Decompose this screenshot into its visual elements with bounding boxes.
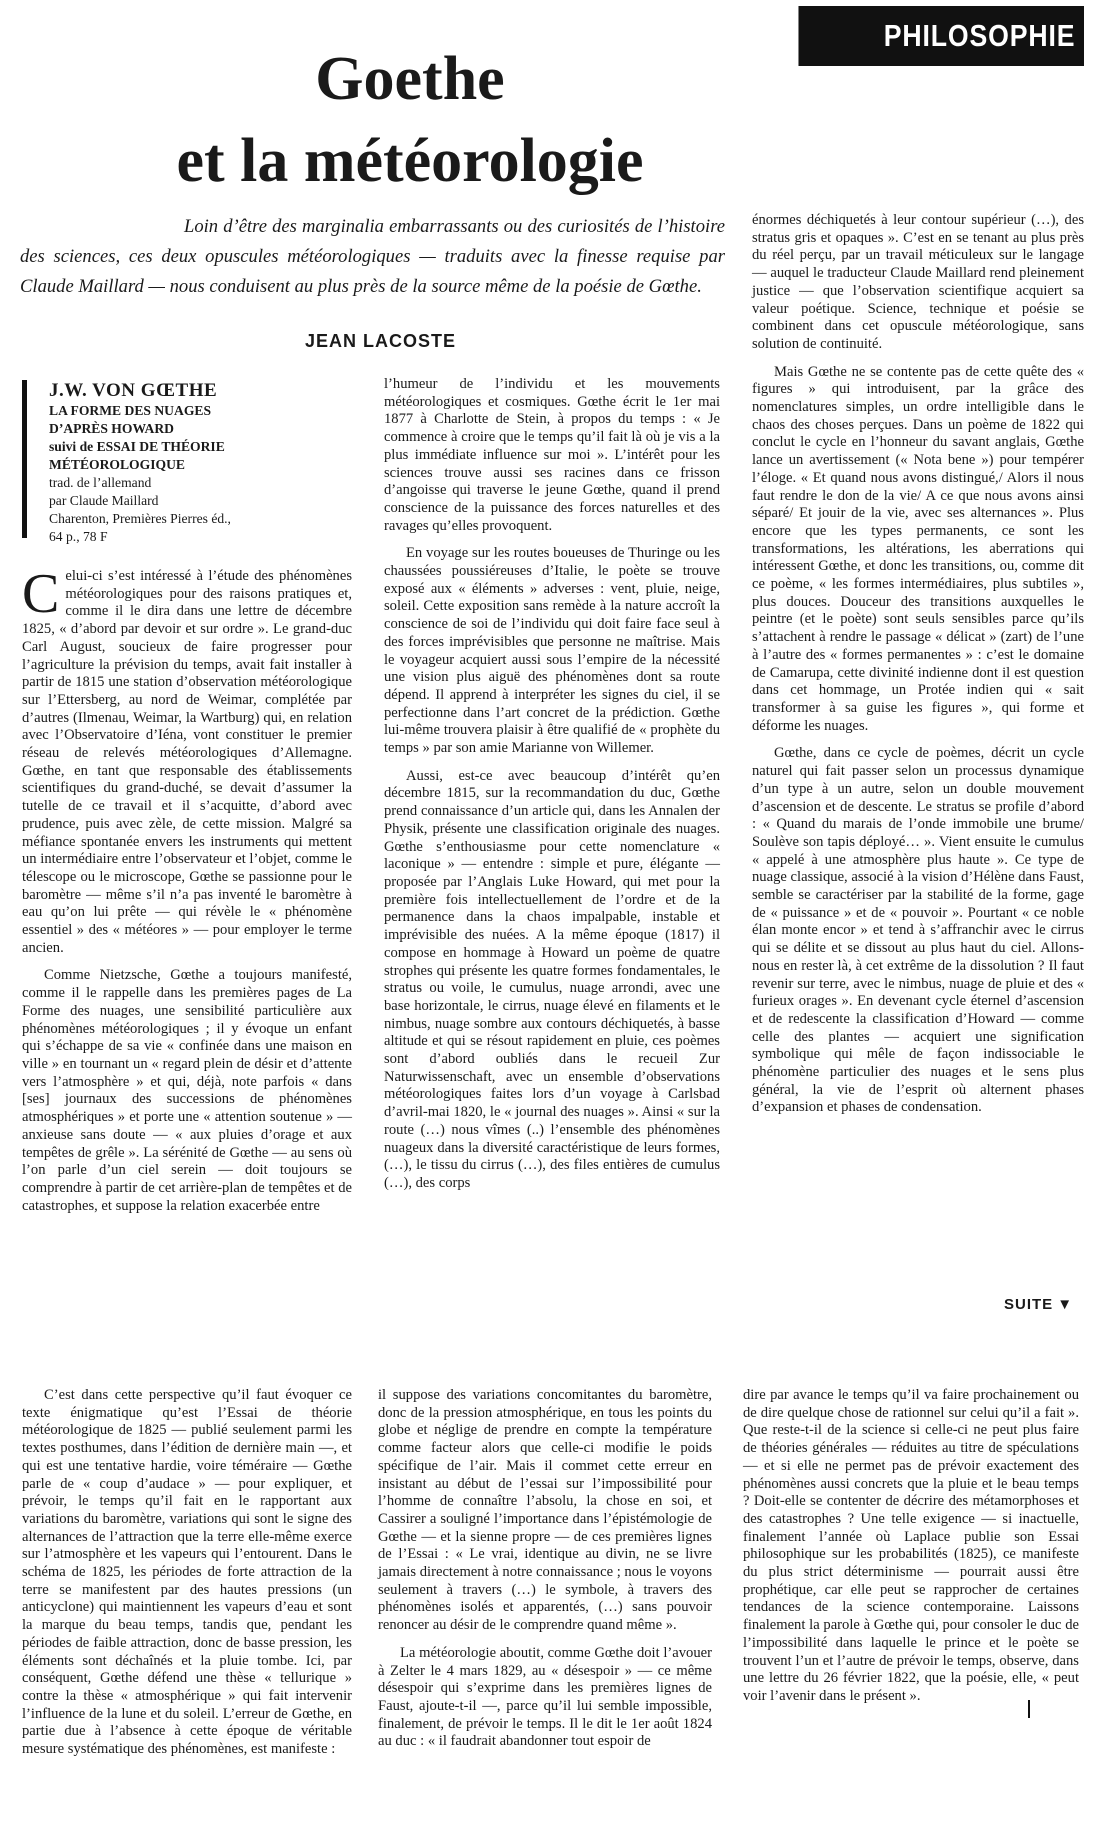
book-title-line: D’APRÈS HOWARD [49, 421, 174, 436]
drop-cap: C [22, 563, 60, 625]
paragraph [22, 563, 352, 957]
paragraph: C’est dans cette perspective qu’il faut évoquer ce texte énigmatique qu’est l’Essai de théorie météorologique de 1825 — publié seulement parmi les textes posthumes, dans l’édition de dernière main —, et qui est une tentative hardie, voire téméraire — Gœthe parle de « coup d’audace » — pour expliquer, et prévoir, le temps qu’il fait en le rapportant aux variations du baromètre, variations qui sont le signe des alternances de l’attraction que la terre elle-même exerce sur l’atmosphère et les vapeurs qui l’entourent. Dans le schéma de 1825, les périodes de forte attraction de la terre se manifestent par des hautes pressions (un anticyclone) qui maintiennent les vapeurs d’eau et sont la marque du beau temps, tandis que, pendant les périodes de faible attraction, donc de basse pression, les éléments sont déchaînés et la pluie tombe. Ici, par conséquent, Gœthe défend une thèse « tellurique » contre la thèse « atmosphérique » qui fait intervenir l’influence de la lune et du soleil. L’erreur de Gœthe, en partie due à l’absence à cette époque de véritable mesure systématique des phénomènes, est manifeste : [22, 1387, 352, 1758]
page-divider [0, 1354, 1104, 1355]
title-line-1: Goethe [315, 45, 505, 113]
column-1 [22, 563, 352, 1225]
paragraph: Gœthe, dans ce cycle de poèmes, décrit un cycle naturel qui fait passer selon un processus dynamique d’un type à un autre, selon un double mouvement d’ascension et de descente. Le stratus se profile d’abord : « Quand du marais de l’onde immobile une brume/ Soulève son tapis déployé… ». Vient ensuite le cumulus « appelé à une atmosphère plus haute ». Ce type de nuage classique, associé à la vision d’Hélène dans Faust, semble se caractériser par la stabilité de la forme, gage de « puissance » et de « pouvoir ». Pourtant « ce noble élan monte encor » et tend à s’affranchir avec le cirrus qui se délite et se dissout au plus haut du ciel. Allons-nous en rester là, à cet extrême de la dissolution ? Il faut revenir sur terre, avec le nimbus, nuage de pluie et des « furieux orages ». En devenant cycle éternel d’ascension et de redescente la classification d’Howard — comme celle des plantes — acquiert une signification symbolique qui mêle de façon indissociable le phénomène particulier des nuages et le sens plus général, la vie de l’esprit où alternent phases d’expansion et phases de condensation. [752, 745, 1084, 1116]
column-4 [22, 1387, 352, 1769]
book-title-line: LA FORME DES NUAGES [49, 403, 212, 418]
paragraph: Comme Nietzsche, Gœthe a toujours manifesté, comme il le rappelle dans les premières pages de La Forme des nuages, une sensibilité particulière aux phénomènes météorologiques ; il y évoque un enfant qui s’échappe de sa vie « confinée dans une maison en ville » en tournant un « regard plein de désir et d’attente vers l’atmosphère » et qui, déjà, note parfois « dans [ses] journaux des successions de phénomènes atmosphériques » et porte une « attention soutenue » — anxieuse sans doute — « aux pluies d’orage et aux tempêtes de grêle ». La sérénité de Gœthe — au sens où l’on parle d’un ciel serein — doit toujours se comprendre à partir de cet arrière-plan de tempêtes et de catastrophes, et suppose la relation exacerbée entre [22, 967, 352, 1214]
paragraph: énormes déchiquetés à leur contour supérieur (…), des stratus gris et opaques ». C’est en se tenant au plus près du réel perçu, par un travail méticuleux sur le langage — auquel le traducteur Claude Maillard rend pleinement justice — que l’observation scientifique acquiert sa valeur poétique. Science, technique et poésie se combinent dans cet opuscule météorologique, sans solution de continuité. [752, 212, 1084, 352]
continued-marker [1004, 1296, 1073, 1313]
paragraph: Mais Gœthe ne se contente pas de cette quête des « figures » qui introduisent, par la grâce des nomenclatures simples, un ordre intelligible dans le chaos des choses perçues. Dans un poème de 1822 qui conclut le cycle en l’honneur du savant anglais, Gœthe lance un avertissement (« Nota bene ») pour tempérer l’éloge. « Et quand nous avons distingué,/ Alors il nous faut rendre le don de la vie/ A ce que nous avons ainsi séparé/ Et jouir de la vie, avec ses alternances ». Plus encore que les types permanents, ce sont les transformations, les altérations, les aberrations qui intéressent Gœthe, et donc les transitions, ou, comme dit ce poème, « les formes intermédiaires, plus subtiles », plus douces. Douceur des transitions auxquelles le peintre (et le poète) sont seuls sensibles parce qu’ils s’attachent à rendre le passage « délicat » (zart) de l’une à l’autre des « formes permanentes » : c’est le domaine de Camarupa, cette divinité indienne dont il est question dans cet hommage, un Protée indien qui « sait transformer à sa guise les figures », qui forme et déforme les nuages. [752, 363, 1084, 734]
book-reference [22, 380, 360, 544]
column-5 [378, 1387, 712, 1761]
book-meta-line: par Claude Maillard [49, 493, 159, 508]
paragraph-text: elui-ci s’est intéressé à l’étude des phénomènes météorologiques pour des raisons pratiques et, comme il le dira dans une lettre de décembre 1825, « d’abord par devoir et sur ordre ». Le grand-duc Carl August, soucieux de faire progresser pour l’agriculture la prévision du temps, avait fait installer à partir de 1815 une station d’observation météorologique sur l’Ettersberg, au nord de Weimar, complétée par d’autres (Ilmenau, Weimar, la Wartburg) qui, en relation avec l’Observatoire d’Iéna, vont constituer le premier réseau de relevés météorologiques d’Allemagne. Gœthe, en tant que responsable des établissements scientifiques du grand-duché, se devait d’assumer la tutelle de ce travail et il s’acquitte, d’abord avec prudence, puis avec zèle, de cette mission. Malgré sa méfiance spontanée envers les instruments qui mettent un intermédiaire entre l’observateur et l’objet, comme le télescope ou le microscope, Gœthe se passionne pour le baromètre — même s’il n’a pas inventé le baromètre à eau qu’on lui prête — qui révèle le « phénomène essentiel » des « météores » — pour employer le terme ancien. [22, 568, 352, 956]
paragraph: l’humeur de l’individu et les mouvements météorologiques et cosmiques. Gœthe écrit le 1er mai 1877 à Charlotte de Stein, à propos du temps : « Je commence à croire que le temps qu’il fait là où je vis a la plus immédiate influence sur moi ». L’intérêt pour les sciences trouve aussi ses racines dans ce frisson d’angoisse qui traverse le jeune Gœthe, quand il prend conscience de la puissance des forces naturelles et des ravages qu’elles provoquent. [384, 376, 720, 534]
byline: JEAN LACOSTE [305, 331, 457, 351]
paragraph: En voyage sur les routes boueuses de Thuringe ou les chaussées poussiéreuses d’Italie, le poète se trouve exposé aux « éléments » adverses : vent, pluie, neige, soleil. Cette exposition sans remède à la nature accroît la conscience de soi de l’individu qui doit faire face seul à des forces imprévisibles que personne ne maîtrise. Mais le voyageur acquiert aussi sous l’empire de la nécessité une vision plus aiguë des phénomènes dont sa route dépend. Il apprend à interpréter les signes du ciel, il se perfectionne dans l’art concret de la prédiction. Gœthe lui-même trouvera plaisir à être qualifié de « prophète du temps » par son amie Marianne von Willemer. [384, 545, 720, 757]
column-6 [743, 1387, 1079, 1716]
arrow-down-icon: ▼ [1057, 1296, 1074, 1313]
paragraph: il suppose des variations concomitantes du baromètre, donc de la pression atmosphérique, en tous les points du globe et néglige de prendre en compte la température comme facteur alors que celle-ci modifie le poids spécifique de l’air. Mais il commet cette erreur en insistant au début de l’essai sur l’impossibilité pour l’homme de connaître l’absolu, la chose en soi, et Cassirer a souligné l’importance dans l’épistémologie de Gœthe — et la sienne propre — de ces premières lignes de l’Essai : « Le vrai, identique au divin, ne se livre jamais directement à notre connaissance ; nous le voyons seulement à travers (…) le symbole, à travers des phénomènes isolés et apparentés, (…) sans pouvoir renoncer au désir de le comprendre quand même ». [378, 1387, 712, 1634]
paragraph: Aussi, est-ce avec beaucoup d’intérêt qu’en décembre 1815, sur la recommandation du duc, Gœthe prend connaissance d’un article qui, dans les Annalen der Physik, présente une classification originale des nuages. Gœthe s’enthousiasme pour cette nomenclature « laconique » — entendre : simple et pure, élégante — proposée par l’Anglais Luke Howard, qui met pour la première fois intellectuellement de l’ordre et de la permanence dans la chaos impalpable, instable et imprévisible des nuées. A la même époque (1817) il compose en hommage à Howard un poème de quatre strophes qui présente les quatre formes fondamentales, le stratus ou voile, le cumulus, nuage arrondi, avec une base horizontale, le cirrus, nuage élevé en filaments et le nimbus, nuage sombre aux contours déchiquetés, à basse altitude et qui se résout rapidement en pluie, ces poèmes sont d’abord oubliés dans le recueil Zur Naturwissenschaft, avec un ensemble d’observations météorologiques faites lors d’un voyage à Carlsbad d’avril-mai 1820, le « journal des nuages ». Ainsi « sur la route (…) nous vîmes (..) l’ensemble des phénomènes nuageux dans la diversité caractéristique de leurs formes, (…), le tissu du cirrus (…), des files entières de cumulus (…), des corps [384, 767, 720, 1191]
paragraph: La météorologie aboutit, comme Gœthe doit l’avouer à Zelter le 4 mars 1829, au « désespoir » — ce même désespoir qui s’exprime dans les premières lignes de Faust, ajoute-t-il —, parce qu’il lui semble impossible, finalement, de prévoir le temps. Il le dit le 1er août 1824 au duc : « il faudrait abandonner tout espoir de [378, 1644, 712, 1750]
end-mark [1028, 1700, 1030, 1718]
book-title-line: suivi de ESSAI DE THÉORIE [49, 439, 225, 454]
book-author: J.W. VON GŒTHE [49, 380, 218, 401]
column-2 [384, 376, 720, 1203]
continued-label: SUITE [1004, 1296, 1054, 1313]
book-title-line: MÉTÉOROLOGIQUE [49, 457, 185, 472]
column-3 [752, 212, 1084, 1127]
book-meta-line: Charenton, Premières Pierres éd., [49, 511, 231, 526]
article-title [60, 38, 760, 202]
book-meta-line: trad. de l’allemand [49, 475, 152, 490]
standfirst: Loin d’être des marginalia embarrassants ou des curiosités de l’histoire des sciences, ces deux opuscules météorologiques — traduits avec la finesse requise par Claude Maillard — nous conduisent au plus près de la source même de la poésie de Gœthe. [20, 216, 725, 297]
paragraph: dire par avance le temps qu’il va faire prochainement ou de dire quelque chose de rationnel sur celui qu’il a fait ». Que reste-t-il de la science si celle-ci ne peut plus faire de théories générales — réduites au titre de spéculations — et si elle ne permet pas de prévoir exactement des phénomènes aussi concrets que la pluie et le beau temps ? Doit-elle se contenter de décrire des métamorphoses et des catastrophes ? Une telle exigence — si inactuelle, finalement l’année où Laplace publie son Essai philosophique sur les probabilités (1825), ce manifeste du plus strict déterminisme — pourrait aussi être prophétique, car elle peut se rapprocher de certaines tendances de la science contemporaine. Laissons finalement la parole à Gœthe qui, pour consoler le duc de l’impossibilité dans laquelle le prince et le poète se trouvent l’un et l’autre de prévoir le temps, observe, dans une lettre du 26 février 1822, que la poésie, elle, « peut voir l’avenir dans le présent ». [743, 1387, 1079, 1704]
book-meta-line: 64 p., 78 F [49, 529, 108, 544]
title-line-2: et la météorologie [176, 127, 644, 195]
section-rubric: PHILOSOPHIE [798, 6, 1084, 66]
